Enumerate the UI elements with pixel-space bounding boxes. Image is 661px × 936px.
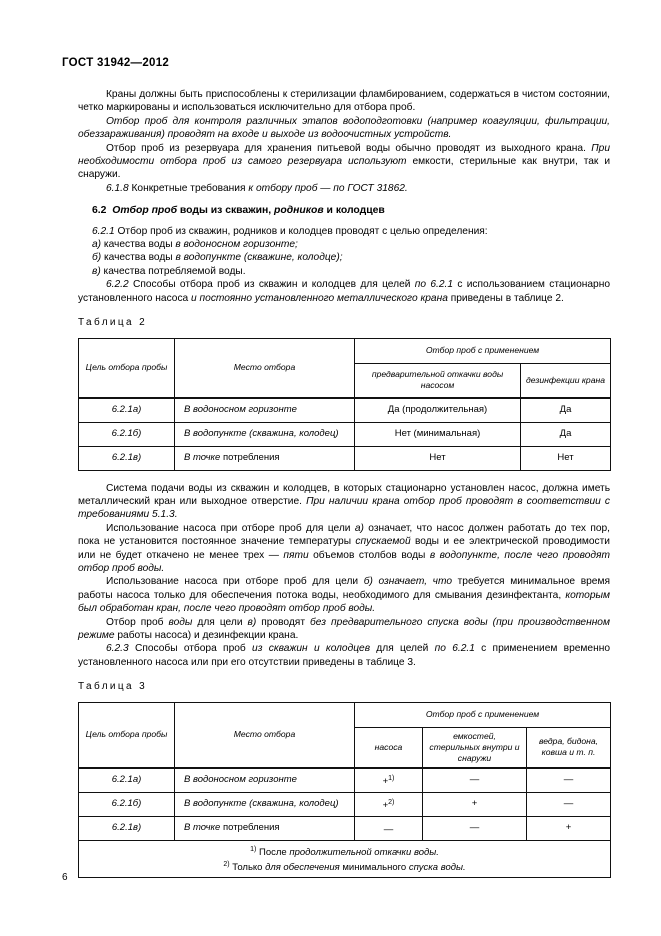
table-3-footnotes-row (79, 840, 611, 877)
table-3-col2-header: Место отбора (175, 702, 355, 768)
table-3 (78, 702, 611, 878)
paragraph-pump-goal-a (78, 522, 610, 576)
table-2-r1-disinfect: Да (521, 398, 611, 423)
pump-a-7: объемов столбов воды (308, 549, 430, 561)
list-item-v-plain: качества потребляемой воды. (100, 265, 246, 277)
table-3-r2-goal: 6.2.1б) (79, 792, 175, 816)
table-2-col2-header: Место отбора (175, 338, 355, 398)
table-row (79, 816, 611, 840)
page-header: ГОСТ 31942—2012 (62, 57, 170, 69)
pump-a-1: Использование насоса при отборе проб для цели (106, 522, 355, 534)
table-3-r3-bucket: + (527, 816, 611, 840)
table-2-r1-goal: 6.2.1а) (79, 398, 175, 423)
pump-a-3: означает, что насос должен работать до тех пор, пока не установится постоянное значение температуры (78, 522, 610, 548)
clause-6-1-8-number: 6.1.8 (106, 182, 129, 194)
paragraph-water-supply-system (78, 482, 610, 522)
clause-6-2-1-number: 6.2.1 (92, 225, 115, 237)
table-2-r3-goal: 6.2.1в) (79, 446, 175, 470)
reservoir-part-a: Отбор проб из резервуара для хранения питьевой воды обычно проводят из выходного крана. (106, 142, 592, 154)
table-row (79, 422, 611, 446)
clause-6-2-3-c: для целей (370, 643, 435, 655)
footnote-2-ital2: спуска воды. (408, 861, 466, 873)
table-3-r2-bucket: — (527, 792, 611, 816)
list-item-b (78, 251, 610, 264)
table-3-caption: Таблица 3 (78, 681, 148, 693)
pump-a-6: пяти (283, 549, 309, 561)
clause-6-2-2-d: и постоянно установленного металлического крана (191, 292, 448, 304)
clause-6-2-3-e: с применением временно установленного насоса или при его отсутствии приведены в таблице 3. (78, 643, 610, 668)
table-2-r2-pump: Нет (минимальная) (355, 422, 521, 446)
page-number: 6 (62, 872, 68, 883)
table-3-col1-header: Цель отбора пробы (79, 702, 175, 768)
paragraph-sampling-stages (78, 115, 610, 142)
table-3-r3-place (175, 816, 355, 840)
footnote-1-mark: 1) (250, 845, 257, 853)
table-2-caption: Таблица 2 (78, 317, 148, 329)
clause-6-2-2-number: 6.2.2 (106, 279, 129, 291)
pump-a-2: а) (354, 522, 364, 534)
table-2-r1-pump: Да (продолжительная) (355, 398, 521, 423)
water-supply-a: Система подачи воды из скважин и колодцев, в которых стационарно установлен насос, должна иметь металлический кран или выходное отверстие. (78, 482, 610, 507)
pump-v-6: без предварительного спуска воды (при производственном режиме (78, 616, 610, 641)
table-3-r1-pump (355, 768, 423, 793)
clause-6-2-3-b: из скважин и колодцев (252, 643, 371, 655)
section-heading-6-2-c: родников (274, 205, 324, 217)
pump-a-4: спускаемой (355, 536, 411, 548)
clause-6-1-8-text-a: Конкретные требования (128, 182, 249, 194)
footnote-2-plain2: минимального (339, 861, 409, 873)
table-3-col5-header: ведра, бидона, ковша и т. п. (527, 727, 611, 768)
table-2-header-row-1 (79, 338, 611, 363)
table-2-head (79, 338, 611, 398)
pump-v-7: работы насоса) и дезинфекции крана. (114, 629, 299, 641)
clause-6-2-2 (78, 278, 610, 305)
table-3-col3-header: насоса (355, 727, 423, 768)
table-2 (78, 338, 611, 471)
table-2-r3-disinfect: Нет (521, 446, 611, 470)
table-2-r3-place (175, 446, 355, 470)
spacer-before-table-3 (78, 669, 610, 680)
pump-b-1: Использование насоса при отборе проб для цели (106, 576, 364, 588)
section-heading-6-2-number: 6.2 (92, 205, 107, 217)
paragraph-taps-sterilization: Краны должны быть приспособлены к стерилизации фламбированием, содержаться в чистом состоянии, четко маркированы и использоваться исключительно для отбора проб. (78, 89, 610, 114)
footnote-2-plain: Только (229, 861, 266, 873)
table-3-r3-place-plain: потребления (222, 822, 280, 834)
table-3-wrapper (78, 700, 610, 878)
clause-6-2-2-b: по 6.2.1 (414, 279, 454, 291)
clause-6-2-3-d: по 6.2.1 (434, 643, 475, 655)
table-3-head (79, 702, 611, 768)
table-2-r2-place (175, 422, 355, 446)
table-3-r3-pump-value: — (383, 823, 394, 835)
section-heading-6-2-b: воды из скважин, (177, 205, 275, 217)
table-2-r2-goal: 6.2.1б) (79, 422, 175, 446)
list-item-v (78, 265, 610, 278)
list-item-a-plain: качества воды (101, 239, 176, 251)
clause-6-2-3-number: 6.2.3 (106, 643, 129, 655)
pump-b-3: требуется минимальное время работы насоса только для обеспечения потока воды, необходимого для смывания дезинфектанта, (78, 576, 610, 601)
table-3-r2-pump (355, 792, 423, 816)
table-3-r2-pump-footnote-ref: 2) (388, 798, 395, 806)
clause-6-2-1 (78, 225, 610, 238)
table-3-r3-vessels: — (423, 816, 527, 840)
clause-6-2-1-text: Отбор проб из скважин, родников и колодцев проводят с целью определения: (114, 225, 488, 237)
pump-a-8: в водопункте, после чего проводят отбор проб воды. (78, 549, 610, 574)
list-item-b-ital: в водопункте (скважине, колодце); (175, 252, 343, 264)
table-3-r1-place-ital: В водоносном горизонте (184, 774, 297, 786)
pump-v-4: в) (247, 616, 257, 628)
pump-v-5: проводят (256, 616, 311, 628)
table-3-r2-place (175, 792, 355, 816)
footnote-1-plain: После (256, 846, 290, 858)
document-body (78, 88, 610, 878)
footnote-2-ital: для обеспечения (265, 861, 340, 873)
table-2-r1-place-ital: В водоносном горизонте (184, 404, 297, 416)
table-row (79, 446, 611, 470)
pump-v-3: для цели (192, 616, 248, 628)
water-supply-b: При наличии крана отбор проб проводят в соответствии с требованиями 5.1.3. (78, 495, 611, 521)
table-2-col4-header: дезинфекции крана (521, 363, 611, 398)
table-3-r3-pump (355, 816, 423, 840)
spacer-before-table-2 (78, 305, 610, 316)
reservoir-part-b: При необходимости отбора проб из самого резервуара используют (78, 142, 610, 168)
pump-b-2: б) означает, что (363, 576, 452, 588)
spacer-after-table-2 (78, 471, 610, 482)
table-3-r3-place-ital: В точке (184, 822, 223, 834)
pump-v-2: воды (168, 616, 193, 628)
clause-6-2-2-a: Способы отбора проб из скважин и колодцев для целей (128, 279, 415, 291)
table-2-r3-place-plain: потребления (222, 452, 280, 464)
clause-6-2-2-c: с использованием стационарно установленного насоса (78, 279, 610, 304)
table-3-r2-place-ital: В водопункте (скважина, колодец) (184, 798, 339, 810)
list-item-a-ital: в водоносном горизонте; (175, 239, 298, 251)
list-item-v-marker: в) (92, 265, 101, 277)
table-3-col4-header: емкостей, стерильных внутри и снаружи (423, 727, 527, 768)
list-item-a (78, 238, 610, 251)
table-2-col3-header: предварительной откачки воды насосом (355, 363, 521, 398)
footnote-1-ital: продолжительной откачки воды. (289, 846, 439, 858)
table-2-r2-disinfect: Да (521, 422, 611, 446)
list-item-a-marker: а) (92, 239, 102, 251)
clause-6-2-3-a: Способы отбора проб (128, 643, 253, 655)
table-2-wrapper (78, 336, 610, 471)
paragraph-reservoir (78, 142, 610, 182)
table-3-body (79, 768, 611, 878)
table-3-r1-place (175, 768, 355, 793)
table-3-r1-pump-value: + (382, 775, 389, 787)
table-3-r1-pump-footnote-ref: 1) (388, 774, 395, 782)
table-2-r3-pump: Нет (355, 446, 521, 470)
reservoir-part-c: емкости, стерильные как внутри, так и снаружи. (78, 156, 611, 181)
section-heading-6-2-d: и колодцев (323, 205, 385, 217)
table-3-r2-pump-value: + (382, 799, 389, 811)
clause-6-1-8 (78, 182, 610, 195)
table-2-r1-place (175, 398, 355, 423)
table-3-r1-goal: 6.2.1а) (79, 768, 175, 793)
table-3-r1-vessels: — (423, 768, 527, 793)
section-heading-6-2-a: Отбор проб (112, 205, 178, 217)
footnote-2-mark: 2) (223, 860, 230, 868)
pump-v-1: Отбор проб (106, 616, 169, 628)
footnote-1 (83, 844, 606, 859)
paragraph-pump-goal-b (78, 575, 610, 615)
clause-6-2-3 (78, 642, 610, 669)
list-item-b-marker: б) (92, 252, 102, 264)
table-2-body (79, 398, 611, 471)
clause-6-2-2-e: приведены в таблице 2. (447, 292, 564, 304)
table-2-r2-place-ital: В водопункте (скважина, колодец) (184, 428, 339, 440)
table-3-r1-bucket: — (527, 768, 611, 793)
table-2-r3-place-ital: В точке (184, 452, 223, 464)
table-2-group-header: Отбор проб с применением (355, 338, 611, 363)
pump-a-5: воды и ее электрической проводимости или не будет откачено не менее трех — (78, 536, 611, 561)
paragraph-pump-goal-v (78, 616, 610, 643)
paragraph-sampling-stages-text: Отбор проб для контроля различных этапов водоподготовки (например коагуляции, фильтрации, обеззараживания) проводят на входе и выходе из водоочистных устройств. (78, 115, 610, 141)
table-3-r3-goal: 6.2.1в) (79, 816, 175, 840)
table-row (79, 792, 611, 816)
table-row (79, 768, 611, 793)
table-2-col1-header: Цель отбора пробы (79, 338, 175, 398)
table-3-footnotes (79, 840, 611, 877)
table-row (79, 398, 611, 423)
clause-6-1-8-text-b: к отбору проб — по ГОСТ 31862. (248, 182, 408, 194)
table-3-group-header: Отбор проб с применением (355, 702, 611, 727)
table-3-r2-vessels: + (423, 792, 527, 816)
list-item-b-plain: качества воды (101, 252, 176, 264)
pump-b-4: которым был обработан кран, после чего проводят отбор проб воды. (78, 589, 610, 615)
section-heading-6-2 (78, 195, 610, 224)
table-3-header-row-1 (79, 702, 611, 727)
footnote-2 (83, 859, 606, 874)
